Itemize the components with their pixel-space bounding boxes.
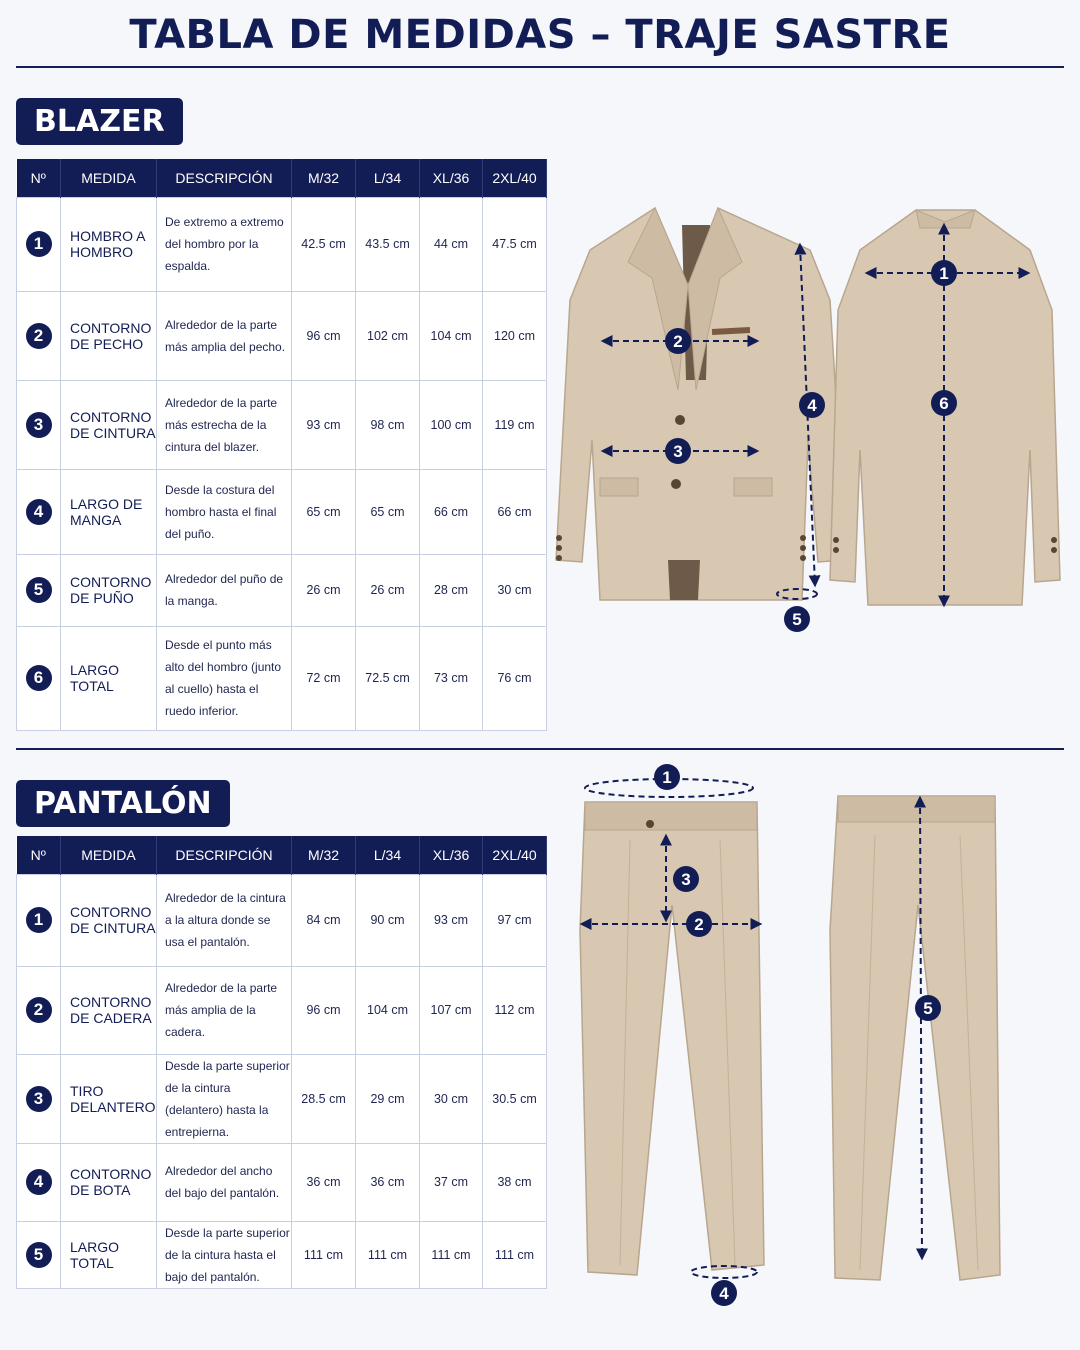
svg-text:6: 6 bbox=[939, 394, 949, 413]
value-l34: 111 cm bbox=[356, 1221, 420, 1288]
svg-text:3: 3 bbox=[681, 870, 691, 889]
value-l34: 36 cm bbox=[356, 1143, 420, 1221]
row-number-badge: 4 bbox=[26, 1169, 52, 1195]
value-xl36: 93 cm bbox=[420, 874, 483, 966]
header-m32: M/32 bbox=[292, 836, 356, 874]
header-medida: MEDIDA bbox=[61, 159, 157, 197]
svg-text:1: 1 bbox=[939, 264, 949, 283]
value-m32: 72 cm bbox=[292, 626, 356, 730]
value-2xl40: 66 cm bbox=[483, 469, 547, 554]
svg-text:4: 4 bbox=[807, 396, 817, 415]
measure-name: CONTORNO DE PECHO bbox=[61, 291, 157, 380]
page-title: TABLA DE MEDIDAS – TRAJE SASTRE bbox=[129, 12, 951, 58]
measure-description: Desde la parte superior de la cintura (delantero) hasta la entrepierna. bbox=[157, 1054, 292, 1143]
value-m32: 93 cm bbox=[292, 380, 356, 469]
measure-description: Desde la parte superior de la cintura hasta el bajo del pantalón. bbox=[157, 1221, 292, 1288]
row-number-badge: 4 bbox=[26, 499, 52, 525]
value-m32: 42.5 cm bbox=[292, 197, 356, 291]
header-xl36: XL/36 bbox=[420, 159, 483, 197]
numbered-marker-icon bbox=[665, 438, 691, 464]
svg-text:2: 2 bbox=[694, 915, 704, 934]
value-l34: 90 cm bbox=[356, 874, 420, 966]
value-m32: 65 cm bbox=[292, 469, 356, 554]
svg-text:2: 2 bbox=[673, 332, 683, 351]
numbered-marker-icon bbox=[711, 1280, 737, 1306]
value-xl36: 111 cm bbox=[420, 1221, 483, 1288]
value-xl36: 66 cm bbox=[420, 469, 483, 554]
row-number-badge: 1 bbox=[26, 231, 52, 257]
numbered-marker-icon bbox=[673, 866, 699, 892]
value-2xl40: 47.5 cm bbox=[483, 197, 547, 291]
value-2xl40: 111 cm bbox=[483, 1221, 547, 1288]
value-2xl40: 30 cm bbox=[483, 554, 547, 626]
value-2xl40: 119 cm bbox=[483, 380, 547, 469]
value-2xl40: 112 cm bbox=[483, 966, 547, 1054]
measure-name: CONTORNO DE CADERA bbox=[61, 966, 157, 1054]
measure-name: TIRO DELANTERO bbox=[61, 1054, 157, 1143]
pants-back-illustration bbox=[830, 796, 1000, 1280]
value-xl36: 107 cm bbox=[420, 966, 483, 1054]
numbered-marker-icon bbox=[931, 260, 957, 286]
numbered-marker-icon bbox=[665, 328, 691, 354]
value-xl36: 104 cm bbox=[420, 291, 483, 380]
value-xl36: 30 cm bbox=[420, 1054, 483, 1143]
header-descripcion: DESCRIPCIÓN bbox=[157, 836, 292, 874]
measure-name: CONTORNO DE CINTURA bbox=[61, 380, 157, 469]
value-m32: 26 cm bbox=[292, 554, 356, 626]
blazer-section-badge: BLAZER bbox=[16, 98, 183, 145]
value-l34: 102 cm bbox=[356, 291, 420, 380]
numbered-marker-icon bbox=[799, 392, 825, 418]
value-m32: 36 cm bbox=[292, 1143, 356, 1221]
row-number-badge: 5 bbox=[26, 577, 52, 603]
value-2xl40: 97 cm bbox=[483, 874, 547, 966]
numbered-marker-icon bbox=[654, 764, 680, 790]
value-m32: 28.5 cm bbox=[292, 1054, 356, 1143]
svg-text:4: 4 bbox=[719, 1284, 729, 1303]
value-xl36: 28 cm bbox=[420, 554, 483, 626]
value-2xl40: 30.5 cm bbox=[483, 1054, 547, 1143]
header-2xl40: 2XL/40 bbox=[483, 159, 547, 197]
value-l34: 43.5 cm bbox=[356, 197, 420, 291]
pants-front-illustration bbox=[580, 802, 764, 1275]
value-l34: 29 cm bbox=[356, 1054, 420, 1143]
header-2xl40: 2XL/40 bbox=[483, 836, 547, 874]
measure-name: LARGO DE MANGA bbox=[61, 469, 157, 554]
value-m32: 84 cm bbox=[292, 874, 356, 966]
measure-description: Alrededor de la parte más amplia de la cadera. bbox=[157, 966, 292, 1054]
value-l34: 104 cm bbox=[356, 966, 420, 1054]
measure-description: Alrededor del puño de la manga. bbox=[157, 554, 292, 626]
svg-text:5: 5 bbox=[792, 610, 802, 629]
value-l34: 72.5 cm bbox=[356, 626, 420, 730]
measure-description: Desde el punto más alto del hombro (junto al cuello) hasta el ruedo inferior. bbox=[157, 626, 292, 730]
measure-description: Desde la costura del hombro hasta el final del puño. bbox=[157, 469, 292, 554]
value-xl36: 100 cm bbox=[420, 380, 483, 469]
measure-name: CONTORNO DE PUÑO bbox=[61, 554, 157, 626]
header-num: Nº bbox=[17, 159, 61, 197]
header-num: Nº bbox=[17, 836, 61, 874]
value-l34: 65 cm bbox=[356, 469, 420, 554]
value-2xl40: 120 cm bbox=[483, 291, 547, 380]
header-descripcion: DESCRIPCIÓN bbox=[157, 159, 292, 197]
value-l34: 98 cm bbox=[356, 380, 420, 469]
value-m32: 96 cm bbox=[292, 966, 356, 1054]
row-number-badge: 2 bbox=[26, 323, 52, 349]
row-number-badge: 2 bbox=[26, 997, 52, 1023]
svg-text:3: 3 bbox=[673, 442, 683, 461]
row-number-badge: 3 bbox=[26, 412, 52, 438]
numbered-marker-icon bbox=[784, 606, 810, 632]
measure-description: Alrededor de la parte más amplia del pecho. bbox=[157, 291, 292, 380]
value-xl36: 73 cm bbox=[420, 626, 483, 730]
measure-name: LARGO TOTAL bbox=[61, 626, 157, 730]
value-2xl40: 38 cm bbox=[483, 1143, 547, 1221]
header-m32: M/32 bbox=[292, 159, 356, 197]
header-xl36: XL/36 bbox=[420, 836, 483, 874]
measure-name: CONTORNO DE CINTURA bbox=[61, 874, 157, 966]
measure-name: LARGO TOTAL bbox=[61, 1221, 157, 1288]
svg-text:1: 1 bbox=[662, 768, 672, 787]
header-l34: L/34 bbox=[356, 159, 420, 197]
row-number-badge: 6 bbox=[26, 665, 52, 691]
row-number-badge: 5 bbox=[26, 1242, 52, 1268]
svg-text:5: 5 bbox=[923, 999, 933, 1018]
measure-name: HOMBRO A HOMBRO bbox=[61, 197, 157, 291]
measure-name: CONTORNO DE BOTA bbox=[61, 1143, 157, 1221]
value-2xl40: 76 cm bbox=[483, 626, 547, 730]
numbered-marker-icon bbox=[686, 911, 712, 937]
numbered-marker-icon bbox=[931, 390, 957, 416]
value-xl36: 37 cm bbox=[420, 1143, 483, 1221]
numbered-marker-icon bbox=[915, 995, 941, 1021]
value-m32: 111 cm bbox=[292, 1221, 356, 1288]
value-xl36: 44 cm bbox=[420, 197, 483, 291]
value-l34: 26 cm bbox=[356, 554, 420, 626]
pantalon-section-badge: PANTALÓN bbox=[16, 780, 230, 827]
measure-description: Alrededor de la cintura a la altura donde se usa el pantalón. bbox=[157, 874, 292, 966]
measure-description: De extremo a extremo del hombro por la espalda. bbox=[157, 197, 292, 291]
measure-description: Alrededor de la parte más estrecha de la cintura del blazer. bbox=[157, 380, 292, 469]
value-m32: 96 cm bbox=[292, 291, 356, 380]
header-medida: MEDIDA bbox=[61, 836, 157, 874]
row-number-badge: 1 bbox=[26, 907, 52, 933]
header-l34: L/34 bbox=[356, 836, 420, 874]
measure-description: Alrededor del ancho del bajo del pantalón. bbox=[157, 1143, 292, 1221]
row-number-badge: 3 bbox=[26, 1086, 52, 1112]
